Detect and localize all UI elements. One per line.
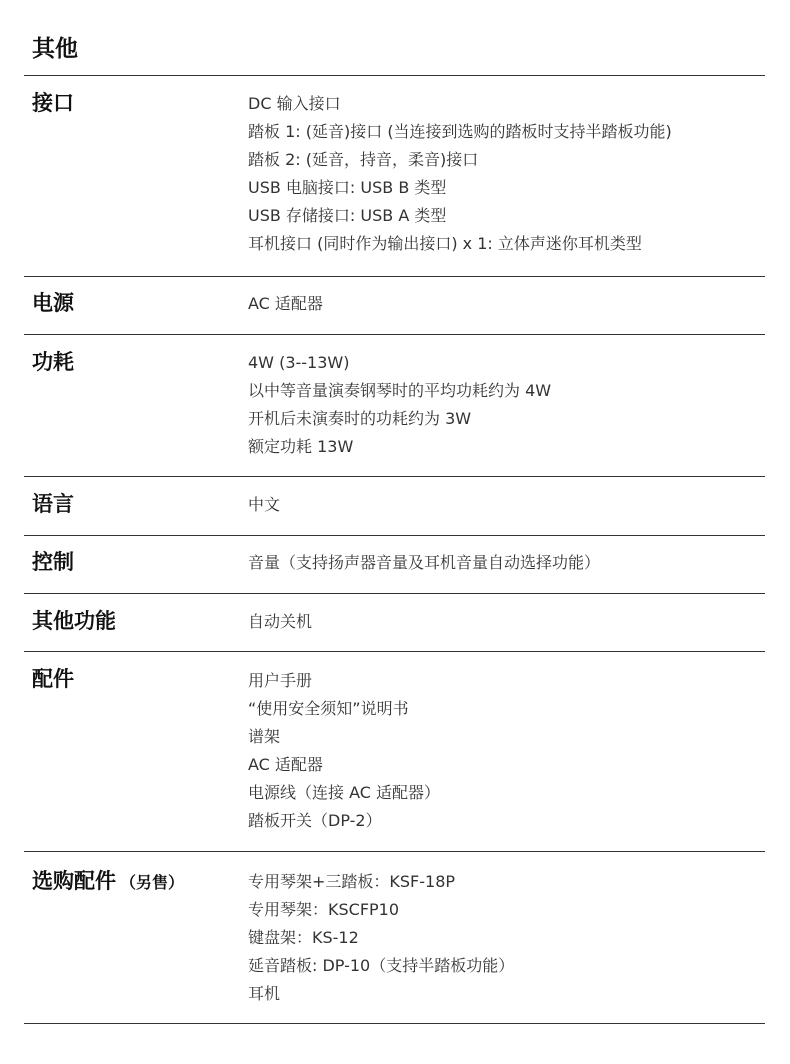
- divider: [24, 851, 765, 852]
- spec-label-power-source: 电源: [32, 291, 74, 315]
- spec-line: DC 输入接口: [248, 94, 341, 113]
- spec-line: 踏板开关（DP-2）: [248, 811, 382, 830]
- spec-line: 谱架: [248, 727, 281, 746]
- spec-line: 以中等音量演奏钢琴时的平均功耗约为 4W: [248, 381, 552, 400]
- spec-line: 踏板 2: (延音，持音，柔音)接口: [248, 150, 479, 169]
- spec-values-optional-accessories: [248, 868, 514, 1008]
- spec-line: 用户手册: [248, 671, 313, 690]
- spec-label-optional-accessories: [32, 866, 184, 898]
- divider: [24, 334, 765, 335]
- spec-values-power-source: [248, 290, 323, 318]
- divider: [24, 276, 765, 277]
- spec-values-language: [248, 491, 280, 519]
- sold-separately-note: （另售）: [120, 873, 185, 892]
- spec-line: 电源线（连接 AC 适配器）: [248, 783, 441, 802]
- spec-line: 开机后未演奏时的功耗约为 3W: [248, 409, 472, 428]
- spec-line: 专用琴架+三踏板：KSF-18P: [248, 872, 456, 891]
- spec-line: 踏板 1: (延音)接口 (当连接到选购的踏板时支持半踏板功能): [248, 122, 672, 141]
- spec-label-controls: 控制: [32, 550, 74, 574]
- spec-label-interfaces: 接口: [32, 91, 74, 115]
- optional-accessories-title: 选购配件: [32, 869, 116, 893]
- spec-line: 4W (3--13W): [248, 353, 350, 372]
- spec-line: 额定功耗 13W: [248, 437, 354, 456]
- spec-line: AC 适配器: [248, 755, 323, 774]
- spec-line: “使用安全须知”说明书: [248, 699, 409, 718]
- divider: [24, 75, 765, 76]
- spec-values-other-functions: [248, 608, 312, 636]
- spec-values-controls: [248, 549, 600, 577]
- spec-label-accessories: 配件: [32, 667, 74, 691]
- spec-line: 专用琴架：KSCFP10: [248, 900, 400, 919]
- spec-values-power-consumption: [248, 349, 551, 461]
- spec-line: 耳机接口 (同时作为输出接口) x 1: 立体声迷你耳机类型: [248, 234, 642, 253]
- divider: [24, 651, 765, 652]
- divider: [24, 593, 765, 594]
- spec-line: AC 适配器: [248, 294, 323, 313]
- spec-line: 音量（支持扬声器音量及耳机音量自动选择功能）: [248, 553, 601, 572]
- spec-line: 延音踏板: DP-10（支持半踏板功能）: [248, 956, 515, 975]
- spec-line: 耳机: [248, 984, 281, 1003]
- spec-label-language: 语言: [32, 492, 74, 516]
- spec-values-interfaces: [248, 90, 672, 258]
- spec-line: USB 电脑接口: USB B 类型: [248, 178, 447, 197]
- divider: [24, 535, 765, 536]
- spec-line: USB 存储接口: USB A 类型: [248, 206, 447, 225]
- spec-line: 自动关机: [248, 612, 313, 631]
- divider: [24, 476, 765, 477]
- spec-label-power-consumption: 功耗: [32, 350, 74, 374]
- divider: [24, 1023, 765, 1024]
- spec-label-other-functions: 其他功能: [32, 609, 116, 633]
- spec-line: 中文: [248, 495, 281, 514]
- spec-line: 键盘架：KS-12: [248, 928, 359, 947]
- page-title: 其他: [32, 36, 78, 62]
- spec-values-accessories: [248, 667, 440, 835]
